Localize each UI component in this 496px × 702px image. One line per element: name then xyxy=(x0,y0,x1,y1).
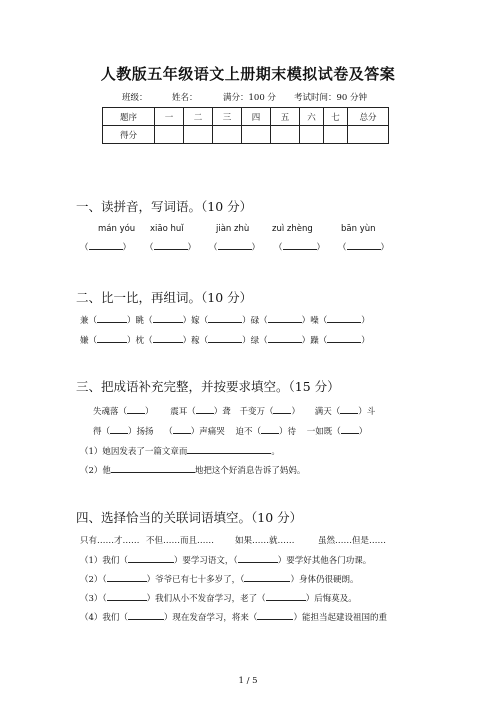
idiom-row-1 xyxy=(93,404,375,417)
pinyin-3: jiàn zhù xyxy=(216,224,250,234)
char: 稼 xyxy=(191,336,200,346)
question-text: （2）（ xyxy=(80,575,107,585)
table-cell: 得分 xyxy=(103,126,155,144)
blank[interactable] xyxy=(196,404,214,414)
idiom-text: （ xyxy=(164,427,173,437)
conj-question-1 xyxy=(80,553,371,566)
fill-question-1 xyxy=(80,444,280,457)
compare-row-1: 兼（ ）眺（ ）嫁（ ）碌（ ）噪（ ） xyxy=(80,313,370,326)
blank[interactable] xyxy=(218,240,252,250)
score-cell[interactable] xyxy=(300,126,324,144)
option-2: 不但……而且…… xyxy=(146,536,215,546)
score-cell[interactable] xyxy=(348,126,389,144)
section-2-title: 二、比一比，再组词。（10 分） xyxy=(76,290,253,305)
paren-open: （ xyxy=(274,243,283,253)
blank[interactable] xyxy=(268,313,302,323)
idiom-text: ）声痛哭 xyxy=(190,427,225,437)
table-cell: 题序 xyxy=(103,108,155,126)
section-1-title: 一、读拼音，写词语。（10 分） xyxy=(76,199,253,214)
idiom-text: 一如既（ xyxy=(306,427,341,437)
question-text: （1）我们（ xyxy=(80,556,128,566)
blank[interactable] xyxy=(238,553,278,563)
blank[interactable] xyxy=(208,313,242,323)
idiom-row-2 xyxy=(93,424,367,437)
idiom-text: 得（ xyxy=(93,427,111,437)
conj-question-2 xyxy=(80,572,358,585)
blank[interactable] xyxy=(347,240,381,250)
paren-open: （ xyxy=(80,243,89,253)
compare-row-2: 嫌（ ）枕（ ）稼（ ）绿（ ）躁（ ） xyxy=(80,333,370,346)
char: 碌 xyxy=(250,316,260,326)
blank[interactable] xyxy=(107,591,147,601)
blank[interactable] xyxy=(266,591,306,601)
blank[interactable] xyxy=(261,424,279,434)
score-cell[interactable] xyxy=(324,126,348,144)
char: 噪 xyxy=(310,316,319,326)
paren-close: ） xyxy=(316,243,326,253)
paren-close: ） xyxy=(122,243,132,253)
paren-open: （ xyxy=(209,243,218,253)
idiom-text: ）聋 xyxy=(213,407,231,417)
blank[interactable] xyxy=(97,333,127,343)
paren-open: （ xyxy=(145,243,154,253)
paren-close: ） xyxy=(251,243,261,253)
conj-question-4 xyxy=(80,610,387,623)
question-text: （1）她因发表了一篇文章而 xyxy=(80,447,188,457)
table-cell: 五 xyxy=(271,108,300,126)
char: 眺 xyxy=(135,316,145,326)
paren-close: ） xyxy=(187,243,197,253)
question-text: 。 xyxy=(271,447,280,457)
char: 绿 xyxy=(250,336,260,346)
blank[interactable] xyxy=(187,444,271,454)
blank[interactable] xyxy=(153,333,183,343)
question-text: ）要学习语文，（ xyxy=(173,556,238,566)
question-text: （2）他 xyxy=(80,466,111,476)
char: 兼 xyxy=(80,316,89,326)
table-cell: 三 xyxy=(213,108,242,126)
blank[interactable] xyxy=(111,463,195,473)
answer-box-3[interactable] xyxy=(209,240,260,253)
answer-box-1[interactable] xyxy=(80,240,131,253)
blank[interactable] xyxy=(173,424,191,434)
question-text: （3）（ xyxy=(80,594,107,604)
fill-question-2 xyxy=(80,463,305,476)
table-cell: 六 xyxy=(300,108,324,126)
conj-question-3 xyxy=(80,591,357,604)
option-3: 如果……就…… xyxy=(235,536,295,546)
blank[interactable] xyxy=(128,610,164,620)
idiom-text: 迫不（ xyxy=(235,427,261,437)
blank[interactable] xyxy=(257,610,293,620)
pinyin-2: xiāo huǐ xyxy=(150,224,184,234)
idiom-text: ）待 xyxy=(278,427,296,437)
blank[interactable] xyxy=(128,553,174,563)
question-text: ）后悔莫及。 xyxy=(305,594,357,604)
blank[interactable] xyxy=(154,240,188,250)
section-4-title: 四、选择恰当的关联词语填空。（10 分） xyxy=(76,510,303,525)
score-cell[interactable] xyxy=(271,126,300,144)
section-3-title: 三、把成语补充完整，并按要求填空。（15 分） xyxy=(76,379,340,394)
option-1: 只有……才…… xyxy=(80,536,140,546)
blank[interactable] xyxy=(273,404,291,414)
table-cell: 四 xyxy=(242,108,271,126)
question-text: ）身体仍很硬朗。 xyxy=(290,575,359,585)
score-cell[interactable] xyxy=(184,126,213,144)
char: 躁 xyxy=(310,336,319,346)
table-cell: 一 xyxy=(155,108,184,126)
idiom-text: ） xyxy=(145,407,154,417)
idiom-text: ）斗 xyxy=(358,407,376,417)
blank[interactable] xyxy=(89,240,123,250)
answer-box-5[interactable] xyxy=(338,240,389,253)
answer-box-2[interactable] xyxy=(145,240,196,253)
class-label: 班级： xyxy=(122,93,148,103)
blank[interactable] xyxy=(208,333,242,343)
question-text: ）现在发奋学习，将来（ xyxy=(163,613,258,623)
idiom-text: ） xyxy=(358,427,368,437)
char: 嫌 xyxy=(80,336,89,346)
blank[interactable] xyxy=(127,404,145,414)
answer-box-4[interactable] xyxy=(274,240,325,253)
score-cell[interactable] xyxy=(213,126,242,144)
idiom-text: 千变万（ xyxy=(239,407,274,417)
blank[interactable] xyxy=(268,333,302,343)
question-text: 地把这个好消息告诉了妈妈。 xyxy=(194,466,306,476)
pinyin-1: mán yóu xyxy=(98,224,136,234)
score-cell[interactable] xyxy=(155,126,184,144)
idiom-text: 满天（ xyxy=(314,407,341,417)
question-text: ）爷爷已有七十多岁了，（ xyxy=(146,575,245,585)
question-text: ）我们从小不发奋学习，老了（ xyxy=(146,594,266,604)
blank[interactable] xyxy=(340,404,358,414)
score-table-header-row xyxy=(103,108,389,126)
char: 嫁 xyxy=(191,316,200,326)
full-score: 满分：100 分 xyxy=(223,93,276,103)
question-text: ）要学好其他各门功课。 xyxy=(277,556,372,566)
paren-open: （ xyxy=(338,243,347,253)
idiom-text: 失魂落（ xyxy=(93,407,128,417)
blank[interactable] xyxy=(110,424,128,434)
paren-close: ） xyxy=(380,243,390,253)
page-title: 人教版五年级语文上册期末模拟试卷及答案 xyxy=(100,65,396,83)
idiom-text: 震耳（ xyxy=(170,407,196,417)
page-number: 1 / 5 xyxy=(238,676,258,686)
pinyin-5: bān yùn xyxy=(341,224,376,234)
blank[interactable] xyxy=(244,572,290,582)
table-cell: 总分 xyxy=(348,108,389,126)
blank[interactable] xyxy=(327,313,361,323)
blank[interactable] xyxy=(283,240,317,250)
question-text: （4）我们（ xyxy=(80,613,128,623)
table-cell: 二 xyxy=(184,108,213,126)
blank[interactable] xyxy=(97,313,127,323)
blank[interactable] xyxy=(327,333,361,343)
score-table xyxy=(102,107,389,144)
exam-time: 考试时间：90 分钟 xyxy=(294,93,368,103)
score-table-score-row xyxy=(103,126,389,144)
pinyin-4: zuì zhèng xyxy=(272,224,313,234)
question-text: ）能担当起建设祖国的重 xyxy=(293,613,387,623)
option-4: 虽然……但是…… xyxy=(318,536,387,546)
blank[interactable] xyxy=(341,424,359,434)
idiom-text: ） xyxy=(291,407,300,417)
blank[interactable] xyxy=(107,572,147,582)
blank[interactable] xyxy=(153,313,183,323)
char: 枕 xyxy=(135,336,145,346)
name-label: 姓名： xyxy=(172,93,198,103)
score-cell[interactable] xyxy=(242,126,271,144)
table-cell: 七 xyxy=(324,108,348,126)
idiom-text: ）扬扬 xyxy=(128,427,154,437)
